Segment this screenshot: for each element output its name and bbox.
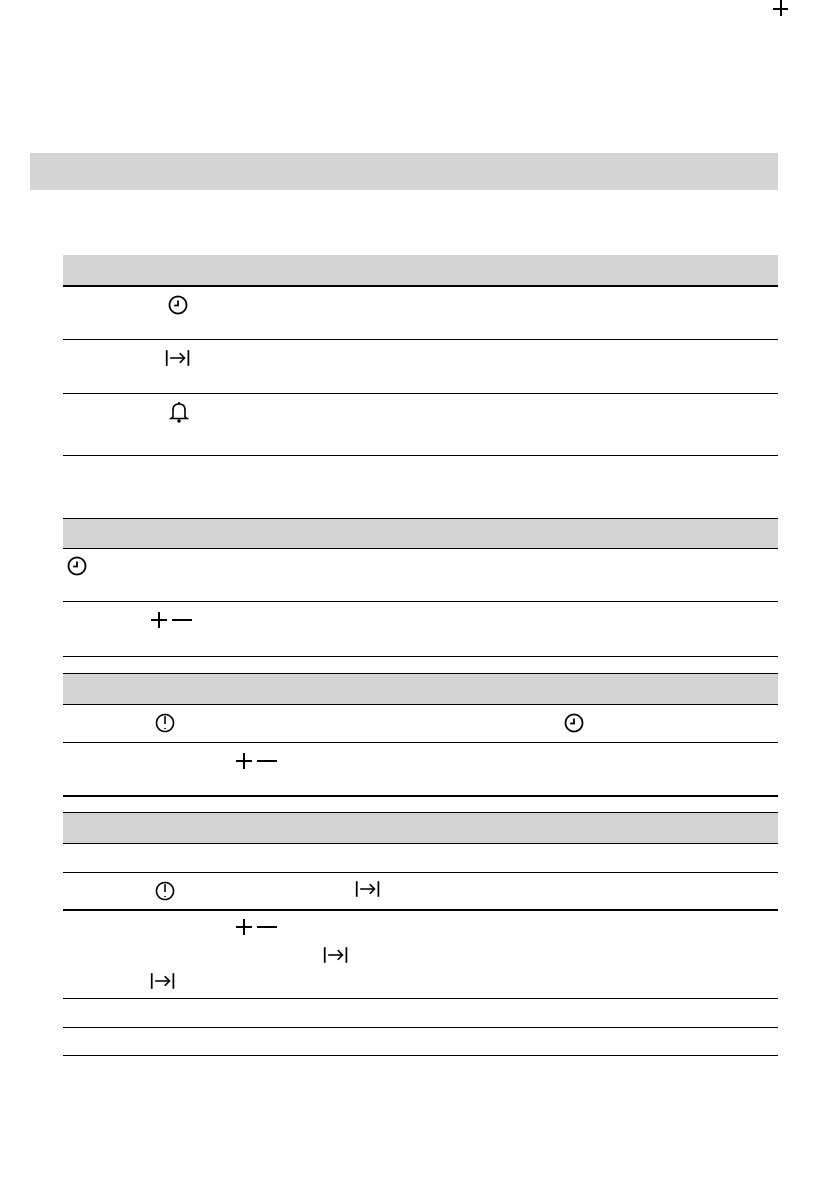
table-row-divider bbox=[63, 601, 778, 602]
table-header bbox=[63, 674, 778, 704]
table-row-divider bbox=[63, 909, 778, 911]
clock-icon bbox=[165, 292, 191, 318]
table-rule bbox=[63, 795, 778, 797]
table-row-divider bbox=[63, 872, 778, 873]
table-rule bbox=[63, 843, 778, 844]
table-header bbox=[63, 813, 778, 843]
clock-icon bbox=[561, 710, 587, 736]
table-row-divider bbox=[63, 339, 778, 340]
plus-minus-icon bbox=[231, 914, 281, 940]
crop-mark bbox=[773, 8, 788, 10]
table-rule bbox=[63, 285, 778, 287]
table-row-divider bbox=[63, 742, 778, 743]
end-time-icon bbox=[355, 876, 381, 902]
table-rule bbox=[63, 656, 778, 657]
plus-minus-icon bbox=[146, 607, 196, 633]
table-rule bbox=[63, 704, 778, 705]
clock-icon bbox=[64, 553, 90, 579]
timer-icon bbox=[152, 878, 178, 904]
bell-icon bbox=[166, 399, 192, 425]
table-row-divider bbox=[63, 998, 778, 999]
table-rule bbox=[63, 548, 778, 549]
end-time-icon bbox=[150, 968, 176, 994]
table-row-divider bbox=[63, 1027, 778, 1028]
table-header bbox=[63, 519, 778, 548]
section-heading-bar bbox=[30, 153, 778, 190]
table-rule bbox=[63, 1055, 778, 1056]
plus-minus-icon bbox=[231, 748, 281, 774]
end-time-icon bbox=[165, 345, 191, 371]
table-row-divider bbox=[63, 393, 778, 394]
end-time-icon bbox=[323, 942, 349, 968]
timer-icon bbox=[152, 710, 178, 736]
table-header bbox=[63, 255, 778, 285]
table-rule bbox=[63, 455, 778, 456]
